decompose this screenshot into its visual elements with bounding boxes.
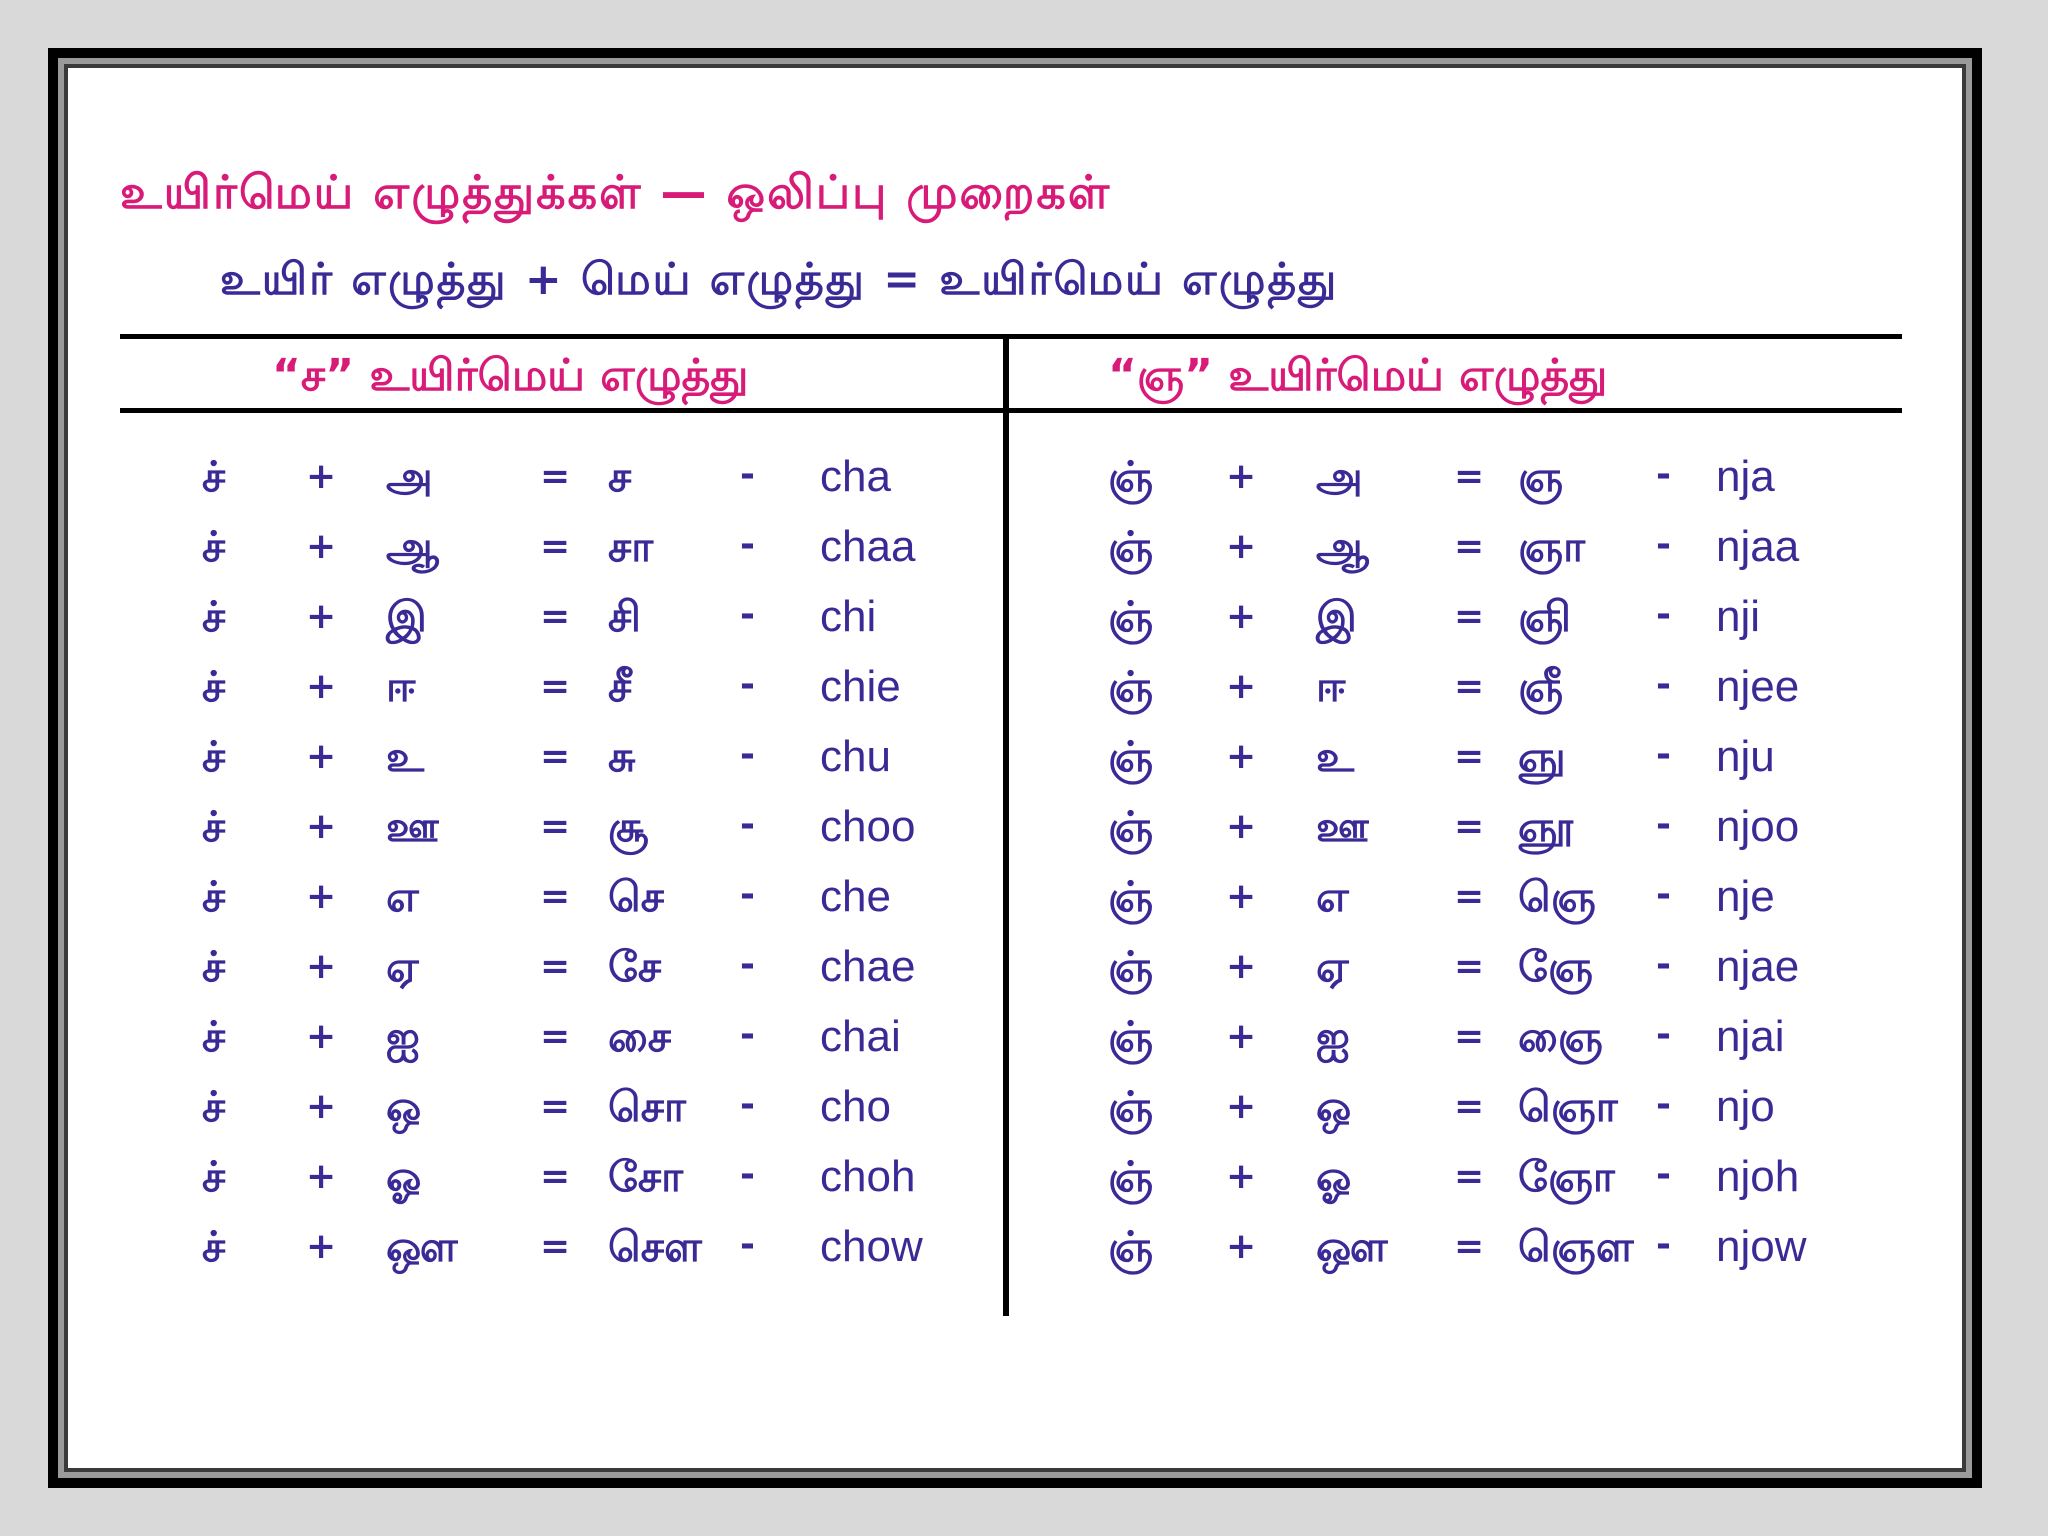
equals-sign: = xyxy=(1454,736,1485,777)
consonant-glyph: ச் xyxy=(202,1082,226,1131)
equals-sign: = xyxy=(540,876,571,917)
dash-sign: - xyxy=(740,804,755,845)
vowel-glyph: ஐ xyxy=(1316,1012,1350,1061)
consonant-glyph: ச் xyxy=(202,1152,226,1201)
consonant-glyph: ச் xyxy=(202,872,226,921)
vowel-glyph: ஓ xyxy=(1316,1152,1352,1201)
plus-sign: + xyxy=(306,1226,337,1267)
result-glyph: ஞ xyxy=(1518,452,1564,501)
plus-sign: + xyxy=(306,1016,337,1057)
plus-sign: + xyxy=(306,876,337,917)
consonant-glyph: ஞ் xyxy=(1108,452,1154,501)
consonant-glyph: ச் xyxy=(202,802,226,851)
equals-sign: = xyxy=(1454,1156,1485,1197)
consonant-glyph: ஞ் xyxy=(1108,732,1154,781)
plus-sign: + xyxy=(1226,736,1257,777)
pronunciation-text: chow xyxy=(820,1222,923,1271)
plus-sign: + xyxy=(306,456,337,497)
result-glyph: ஞா xyxy=(1518,522,1586,571)
dash-sign: - xyxy=(1656,944,1671,985)
pronunciation-text: nji xyxy=(1716,592,1761,641)
result-glyph: ஞூ xyxy=(1518,802,1574,851)
result-glyph: ச xyxy=(608,452,632,501)
result-glyph: ஞௌ xyxy=(1518,1222,1634,1271)
equals-sign: = xyxy=(1454,1226,1485,1267)
dash-sign: - xyxy=(740,1014,755,1055)
pronunciation-text: nju xyxy=(1716,732,1775,781)
dash-sign: - xyxy=(740,944,755,985)
equals-sign: = xyxy=(540,666,571,707)
dash-sign: - xyxy=(1656,1014,1671,1055)
vowel-glyph: ஆ xyxy=(386,522,440,571)
dash-sign: - xyxy=(1656,1154,1671,1195)
plus-sign: + xyxy=(1226,596,1257,637)
pronunciation-text: cho xyxy=(820,1082,891,1131)
plus-sign: + xyxy=(1226,666,1257,707)
consonant-glyph: ச் xyxy=(202,732,226,781)
equals-sign: = xyxy=(540,1016,571,1057)
pronunciation-text: chai xyxy=(820,1012,901,1061)
dash-sign: - xyxy=(1656,804,1671,845)
dash-sign: - xyxy=(1656,1224,1671,1265)
pronunciation-text: chi xyxy=(820,592,877,641)
result-glyph: ஞை xyxy=(1518,1012,1603,1061)
result-glyph: சா xyxy=(608,522,654,571)
equals-sign: = xyxy=(540,1226,571,1267)
equals-sign: = xyxy=(1454,526,1485,567)
vowel-glyph: ஈ xyxy=(386,662,416,711)
dash-sign: - xyxy=(740,1154,755,1195)
result-glyph: சை xyxy=(608,1012,671,1061)
equals-sign: = xyxy=(1454,596,1485,637)
equals-sign: = xyxy=(1454,946,1485,987)
plus-sign: + xyxy=(306,666,337,707)
pronunciation-text: njaa xyxy=(1716,522,1800,571)
dash-sign: - xyxy=(1656,454,1671,495)
result-glyph: ஞொ xyxy=(1518,1082,1618,1131)
equals-sign: = xyxy=(540,596,571,637)
consonant-glyph: ஞ் xyxy=(1108,942,1154,991)
vowel-glyph: ஔ xyxy=(1316,1222,1388,1271)
vowel-glyph: அ xyxy=(386,452,433,501)
consonant-glyph: ஞ் xyxy=(1108,1222,1154,1271)
pronunciation-text: chaa xyxy=(820,522,916,571)
header-top-rule xyxy=(120,334,1902,339)
equals-sign: = xyxy=(1454,456,1485,497)
vowel-glyph: இ xyxy=(386,592,427,641)
dash-sign: - xyxy=(1656,874,1671,915)
plus-sign: + xyxy=(306,946,337,987)
pronunciation-text: chie xyxy=(820,662,901,711)
consonant-glyph: ச் xyxy=(202,1012,226,1061)
vowel-glyph: ஒ xyxy=(1316,1082,1352,1131)
equals-sign: = xyxy=(1454,1016,1485,1057)
equals-sign: = xyxy=(540,1156,571,1197)
vowel-glyph: ஆ xyxy=(1316,522,1370,571)
dash-sign: - xyxy=(740,594,755,635)
plus-sign: + xyxy=(1226,1156,1257,1197)
consonant-glyph: ச் xyxy=(202,662,226,711)
equals-sign: = xyxy=(540,806,571,847)
page-title: உயிர்மெய் எழுத்துக்கள் — ஒலிப்பு முறைகள் xyxy=(120,165,1112,219)
vowel-glyph: அ xyxy=(1316,452,1363,501)
equals-sign: = xyxy=(540,736,571,777)
result-glyph: சூ xyxy=(608,802,649,851)
result-glyph: சு xyxy=(608,732,636,781)
equals-sign: = xyxy=(540,456,571,497)
vowel-glyph: ஊ xyxy=(386,802,439,851)
left-column-header: “ச” உயிர்மெய் எழுத்து xyxy=(272,350,749,401)
equals-sign: = xyxy=(1454,666,1485,707)
pronunciation-text: njai xyxy=(1716,1012,1785,1061)
consonant-glyph: ஞ் xyxy=(1108,1082,1154,1131)
consonant-glyph: ச் xyxy=(202,452,226,501)
pronunciation-text: choo xyxy=(820,802,916,851)
result-glyph: சி xyxy=(608,592,641,641)
result-glyph: ஞி xyxy=(1518,592,1571,641)
equals-sign: = xyxy=(1454,876,1485,917)
result-glyph: சீ xyxy=(608,662,632,711)
pronunciation-text: njae xyxy=(1716,942,1800,991)
pronunciation-text: cha xyxy=(820,452,891,501)
dash-sign: - xyxy=(740,664,755,705)
result-glyph: சௌ xyxy=(608,1222,702,1271)
consonant-glyph: ஞ் xyxy=(1108,662,1154,711)
column-divider xyxy=(1003,336,1009,1316)
plus-sign: + xyxy=(1226,526,1257,567)
equals-sign: = xyxy=(540,526,571,567)
dash-sign: - xyxy=(1656,664,1671,705)
vowel-glyph: ஐ xyxy=(386,1012,420,1061)
pronunciation-text: che xyxy=(820,872,891,921)
dash-sign: - xyxy=(1656,734,1671,775)
dash-sign: - xyxy=(740,874,755,915)
plus-sign: + xyxy=(306,1156,337,1197)
result-glyph: ஞு xyxy=(1518,732,1566,781)
vowel-glyph: ஊ xyxy=(1316,802,1369,851)
consonant-glyph: ஞ் xyxy=(1108,1012,1154,1061)
pronunciation-text: nje xyxy=(1716,872,1775,921)
plus-sign: + xyxy=(1226,806,1257,847)
pronunciation-text: njo xyxy=(1716,1082,1775,1131)
dash-sign: - xyxy=(740,454,755,495)
consonant-glyph: ச் xyxy=(202,592,226,641)
dash-sign: - xyxy=(740,734,755,775)
vowel-glyph: ஓ xyxy=(386,1152,422,1201)
plus-sign: + xyxy=(306,1086,337,1127)
consonant-glyph: ஞ் xyxy=(1108,1152,1154,1201)
right-column-header: “ஞ” உயிர்மெய் எழுத்து xyxy=(1108,350,1608,401)
page-subtitle: உயிர் எழுத்து + மெய் எழுத்து = உயிர்மெய் எழுத்து xyxy=(220,254,1339,305)
dash-sign: - xyxy=(740,1224,755,1265)
result-glyph: ஞெ xyxy=(1518,872,1596,921)
vowel-glyph: ஒ xyxy=(386,1082,422,1131)
plus-sign: + xyxy=(1226,1226,1257,1267)
pronunciation-text: chae xyxy=(820,942,916,991)
result-glyph: சே xyxy=(608,942,662,991)
consonant-glyph: ஞ் xyxy=(1108,592,1154,641)
vowel-glyph: ஏ xyxy=(1316,942,1349,991)
vowel-glyph: ஏ xyxy=(386,942,419,991)
pronunciation-text: njow xyxy=(1716,1222,1807,1271)
consonant-glyph: ச் xyxy=(202,942,226,991)
consonant-glyph: ச் xyxy=(202,522,226,571)
consonant-glyph: ஞ் xyxy=(1108,522,1154,571)
header-bottom-rule xyxy=(120,408,1902,413)
vowel-glyph: ஔ xyxy=(386,1222,458,1271)
dash-sign: - xyxy=(740,1084,755,1125)
plus-sign: + xyxy=(306,736,337,777)
plus-sign: + xyxy=(1226,456,1257,497)
result-glyph: செ xyxy=(608,872,664,921)
result-glyph: ஞோ xyxy=(1518,1152,1615,1201)
plus-sign: + xyxy=(1226,946,1257,987)
vowel-glyph: எ xyxy=(1316,872,1349,921)
result-glyph: ஞீ xyxy=(1518,662,1564,711)
vowel-glyph: இ xyxy=(1316,592,1357,641)
vowel-glyph: உ xyxy=(386,732,425,781)
consonant-glyph: ஞ் xyxy=(1108,872,1154,921)
plus-sign: + xyxy=(1226,876,1257,917)
pronunciation-text: njoo xyxy=(1716,802,1800,851)
dash-sign: - xyxy=(740,524,755,565)
pronunciation-text: njoh xyxy=(1716,1152,1800,1201)
consonant-glyph: ஞ் xyxy=(1108,802,1154,851)
plus-sign: + xyxy=(306,526,337,567)
pronunciation-text: nja xyxy=(1716,452,1775,501)
equals-sign: = xyxy=(540,1086,571,1127)
vowel-glyph: எ xyxy=(386,872,419,921)
dash-sign: - xyxy=(1656,1084,1671,1125)
plus-sign: + xyxy=(1226,1086,1257,1127)
result-glyph: ஞே xyxy=(1518,942,1593,991)
vowel-glyph: உ xyxy=(1316,732,1355,781)
equals-sign: = xyxy=(540,946,571,987)
pronunciation-text: chu xyxy=(820,732,891,781)
plus-sign: + xyxy=(1226,1016,1257,1057)
plus-sign: + xyxy=(306,806,337,847)
equals-sign: = xyxy=(1454,806,1485,847)
vowel-glyph: ஈ xyxy=(1316,662,1346,711)
consonant-glyph: ச் xyxy=(202,1222,226,1271)
dash-sign: - xyxy=(1656,524,1671,565)
plus-sign: + xyxy=(306,596,337,637)
pronunciation-text: njee xyxy=(1716,662,1800,711)
dash-sign: - xyxy=(1656,594,1671,635)
result-glyph: சொ xyxy=(608,1082,686,1131)
result-glyph: சோ xyxy=(608,1152,684,1201)
pronunciation-text: choh xyxy=(820,1152,916,1201)
equals-sign: = xyxy=(1454,1086,1485,1127)
